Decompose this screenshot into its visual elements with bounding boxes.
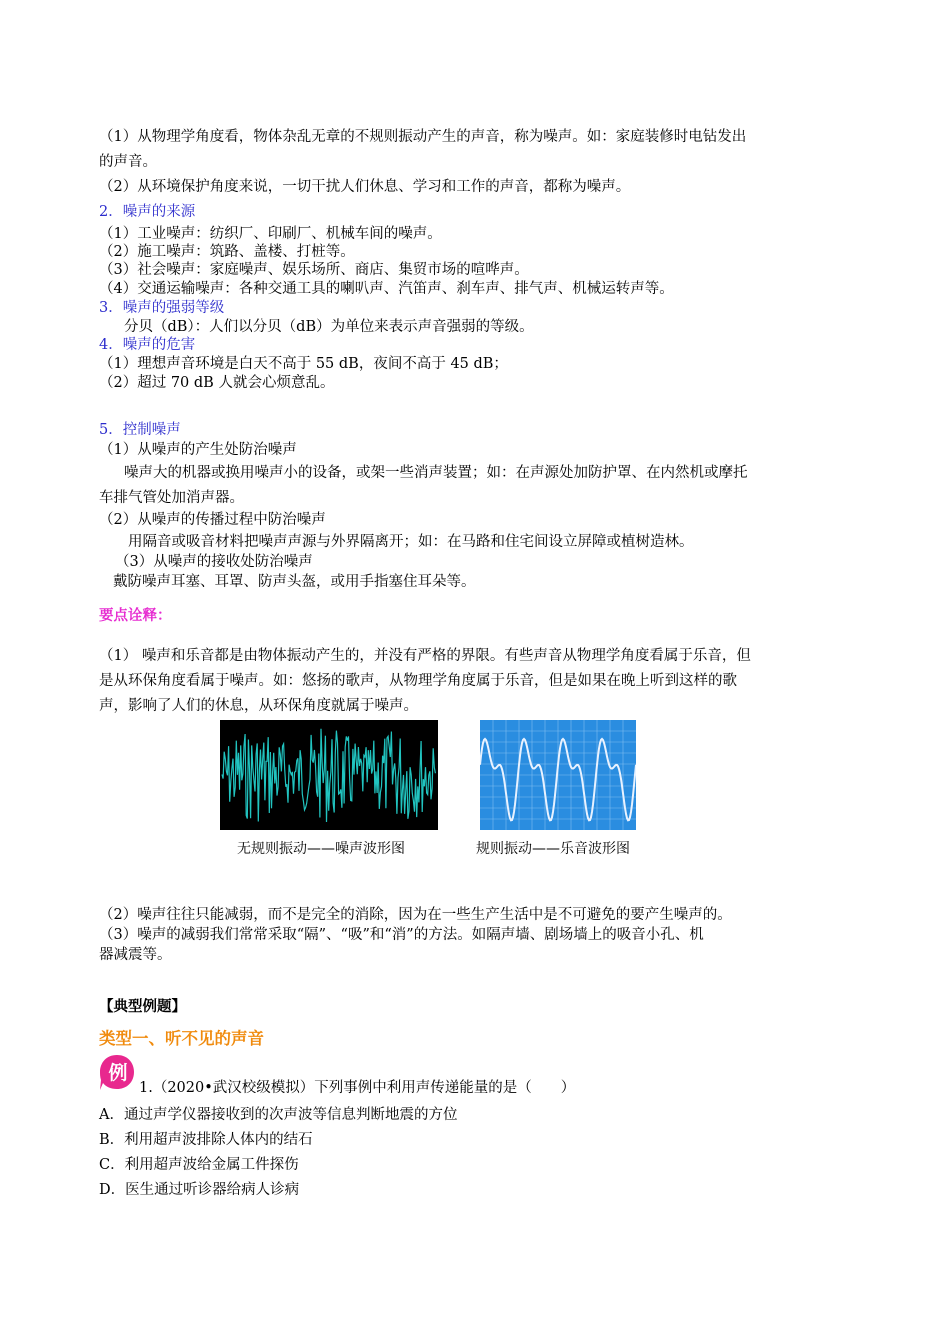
music-caption: 规则振动——乐音波形图 (476, 841, 630, 857)
examples-heading: 【典型例题】 (99, 999, 186, 1015)
question-1: 1.（2020•武汉校级模拟）下列事例中利用声传递能量的是（ ） (139, 1080, 576, 1096)
levels-heading: 3．噪声的强弱等级 (99, 300, 225, 316)
control-s1: （1）从噪声的产生处防治噪声 (99, 442, 297, 458)
option-a: A．通过声学仪器接收到的次声波等信息判断地震的方位 (99, 1107, 458, 1123)
noise-caption: 无规则振动——噪声波形图 (237, 841, 405, 857)
keypoint-p3-cont: 器减震等。 (99, 947, 172, 963)
control-s1-text: 噪声大的机器或换用噪声小的设备，或架一些消声装置；如：在声源处加防护罩、在内然机或摩托 (124, 465, 748, 481)
type1-heading: 类型一、听不见的声音 (99, 1029, 264, 1048)
keypoint-p1: （1） 噪声和乐音都是由物体振动产生的，并没有严格的界限。有些声音从物理学角度看属于乐音，但 (99, 648, 751, 664)
source-item: （3）社会噪声：家庭噪声、娱乐场所、商店、集贸市场的喧哗声。 (99, 262, 529, 278)
control-heading: 5．控制噪声 (99, 422, 181, 438)
music-waveform-figure (480, 720, 636, 830)
control-s2-text: 用隔音或吸音材料把噪声声源与外界隔离开；如：在马路和住宅间设立屏障或植树造林。 (128, 534, 694, 550)
example-badge-icon (97, 1052, 137, 1092)
source-item: （2）施工噪声：筑路、盖楼、打桩等。 (99, 244, 355, 260)
keypoint-p1-cont: 声，影响了人们的休息，从环保角度就属于噪声。 (99, 698, 418, 714)
levels-text: 分贝（dB）：人们以分贝（dB）为单位来表示声音强弱的等级。 (124, 319, 534, 335)
option-b: B．利用超声波排除人体内的结石 (99, 1132, 313, 1148)
noise-waveform-background (220, 720, 438, 830)
definition-line-1: （1）从物理学角度看，物体杂乱无章的不规则振动产生的声音，称为噪声。如：家庭装修时电钻发出 (99, 129, 747, 145)
hazards-heading: 4．噪声的危害 (99, 337, 196, 353)
sources-heading: 2．噪声的来源 (99, 204, 196, 220)
control-s3-text: 戴防噪声耳塞、耳罩、防声头盔，或用手指塞住耳朵等。 (113, 574, 476, 590)
definition-line-1-cont: 的声音。 (99, 154, 157, 170)
control-s2: （2）从噪声的传播过程中防治噪声 (99, 512, 326, 528)
control-s1-text-cont: 车排气管处加消声器。 (99, 490, 244, 506)
source-item: （4）交通运输噪声：各种交通工具的喇叭声、汽笛声、刹车声、排气声、机械运转声等。 (99, 281, 674, 297)
option-d: D．医生通过听诊器给病人诊病 (99, 1182, 300, 1198)
option-c: C．利用超声波给金属工件探伤 (99, 1157, 299, 1173)
keypoints-heading: 要点诠释： (99, 608, 172, 624)
hazard-item: （1）理想声音环境是白天不高于 55 dB，夜间不高于 45 dB； (99, 356, 508, 372)
control-s3: （3）从噪声的接收处防治噪声 (115, 554, 313, 570)
source-item: （1）工业噪声：纺织厂、印刷厂、机械车间的噪声。 (99, 226, 442, 242)
noise-waveform-figure (220, 720, 438, 830)
example-badge-label: 例 (108, 1062, 128, 1084)
keypoint-p1-cont: 是从环保角度看属于噪声。如：悠扬的歌声，从物理学角度属于乐音，但是如果在晚上听到这样的歌 (99, 673, 737, 689)
keypoint-p2: （2）噪声往往只能减弱，而不是完全的消除，因为在一些生产生活中是不可避免的要产生噪声的。 (99, 907, 732, 923)
definition-line-2: （2）从环境保护角度来说，一切干扰人们休息、学习和工作的声音，都称为噪声。 (99, 179, 631, 195)
hazard-item: （2）超过 70 dB 人就会心烦意乱。 (99, 375, 335, 391)
keypoint-p3: （3）噪声的减弱我们常常采取“隔”、“吸”和“消”的方法。如隔声墙、剧场墙上的吸音小孔、机 (99, 927, 704, 943)
